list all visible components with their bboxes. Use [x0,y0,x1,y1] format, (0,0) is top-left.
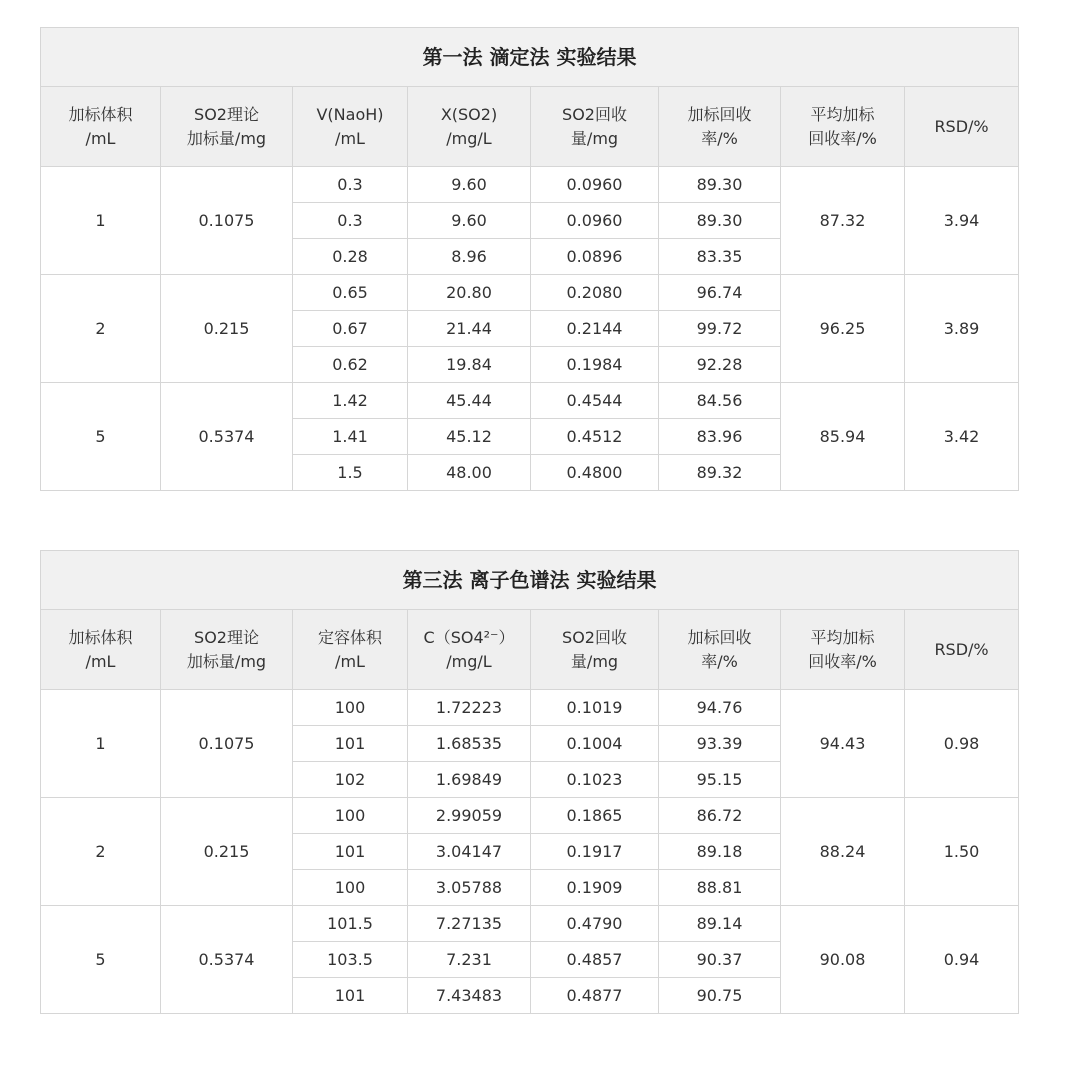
recovered-amount-cell: 0.1004 [531,726,659,762]
column-header [293,610,408,690]
column-header-line: 定容体积 [317,627,382,647]
column-header-line: RSD/% [934,639,989,659]
rsd-cell: 0.98 [905,690,1019,798]
column-header-line: 加标回收 [687,104,752,124]
column-header [781,610,905,690]
measure-cell: 100 [293,690,408,726]
column-header [161,610,293,690]
recovered-amount-cell: 0.1984 [531,347,659,383]
column-header-line: RSD/% [934,116,989,136]
recovery-rate-cell: 96.74 [659,275,781,311]
column-header [408,610,531,690]
table-row [41,383,1019,419]
concentration-cell: 1.68535 [408,726,531,762]
recovered-amount-cell: 0.4800 [531,455,659,491]
average-recovery-cell: 96.25 [781,275,905,383]
measure-cell: 0.65 [293,275,408,311]
column-header [408,87,531,167]
recovery-rate-cell: 90.75 [659,978,781,1014]
theory-amount-cell: 0.1075 [161,167,293,275]
column-header [659,87,781,167]
rsd-cell: 3.94 [905,167,1019,275]
column-header-line: SO2理论 [194,104,259,124]
spike-volume-cell: 1 [41,690,161,798]
column-header [531,610,659,690]
spike-volume-cell: 5 [41,906,161,1014]
concentration-cell: 48.00 [408,455,531,491]
column-header-line: SO2回收 [562,627,627,647]
column-header [293,87,408,167]
column-header-line: C（SO4²⁻） [423,627,515,647]
column-header-line: V(NaoH) [316,104,384,124]
column-header-line: 加标体积 [68,104,133,124]
concentration-cell: 45.44 [408,383,531,419]
recovered-amount-cell: 0.1023 [531,762,659,798]
spike-volume-cell: 5 [41,383,161,491]
table-row [41,690,1019,726]
concentration-cell: 8.96 [408,239,531,275]
column-header-line: /mL [85,128,116,148]
spike-volume-cell: 2 [41,275,161,383]
recovered-amount-cell: 0.1019 [531,690,659,726]
column-header-line: /mg/L [446,651,492,671]
theory-amount-cell: 0.215 [161,798,293,906]
measure-cell: 0.67 [293,311,408,347]
recovery-rate-cell: 95.15 [659,762,781,798]
column-header [41,87,161,167]
recovery-rate-cell: 89.30 [659,167,781,203]
concentration-cell: 1.72223 [408,690,531,726]
recovery-rate-cell: 86.72 [659,798,781,834]
measure-cell: 102 [293,762,408,798]
concentration-cell: 9.60 [408,167,531,203]
recovered-amount-cell: 0.4857 [531,942,659,978]
measure-cell: 0.28 [293,239,408,275]
rsd-cell: 3.89 [905,275,1019,383]
column-header-line: 量/mg [570,128,619,148]
recovery-rate-cell: 89.18 [659,834,781,870]
concentration-cell: 7.231 [408,942,531,978]
recovery-rate-cell: 89.32 [659,455,781,491]
recovered-amount-cell: 0.0896 [531,239,659,275]
average-recovery-cell: 90.08 [781,906,905,1014]
measure-cell: 0.3 [293,203,408,239]
concentration-cell: 21.44 [408,311,531,347]
measure-cell: 1.5 [293,455,408,491]
recovered-amount-cell: 0.1917 [531,834,659,870]
concentration-cell: 3.04147 [408,834,531,870]
table-row [41,906,1019,942]
average-recovery-cell: 87.32 [781,167,905,275]
column-header [781,87,905,167]
column-header-line: /mg/L [446,128,492,148]
column-header-line: 率/% [701,651,738,671]
measure-cell: 100 [293,870,408,906]
ion-chromatography-results-table [40,550,1019,1014]
recovery-rate-cell: 84.56 [659,383,781,419]
concentration-cell: 9.60 [408,203,531,239]
measure-cell: 101 [293,726,408,762]
column-header-line: 加标体积 [68,627,133,647]
measure-cell: 103.5 [293,942,408,978]
column-header [659,610,781,690]
theory-amount-cell: 0.5374 [161,383,293,491]
recovered-amount-cell: 0.2080 [531,275,659,311]
measure-cell: 101.5 [293,906,408,942]
table-title: 第三法 离子色谱法 实验结果 [41,551,1019,610]
table-row [41,167,1019,203]
column-header-line: 平均加标 [810,104,875,124]
measure-cell: 101 [293,978,408,1014]
table-row [41,798,1019,834]
recovery-rate-cell: 90.37 [659,942,781,978]
recovered-amount-cell: 0.4544 [531,383,659,419]
column-header [531,87,659,167]
recovered-amount-cell: 0.4790 [531,906,659,942]
concentration-cell: 7.27135 [408,906,531,942]
column-header [161,87,293,167]
concentration-cell: 7.43483 [408,978,531,1014]
table-row [41,275,1019,311]
concentration-cell: 19.84 [408,347,531,383]
theory-amount-cell: 0.1075 [161,690,293,798]
column-header-line: 率/% [701,128,738,148]
recovery-rate-cell: 92.28 [659,347,781,383]
measure-cell: 101 [293,834,408,870]
recovery-rate-cell: 89.30 [659,203,781,239]
column-header-line: /mL [335,128,365,148]
recovery-rate-cell: 94.76 [659,690,781,726]
column-header [905,87,1019,167]
column-header-line: 回收率/% [808,128,877,148]
measure-cell: 0.62 [293,347,408,383]
measure-cell: 1.41 [293,419,408,455]
recovered-amount-cell: 0.1909 [531,870,659,906]
column-header-line: 回收率/% [808,651,877,671]
concentration-cell: 20.80 [408,275,531,311]
column-header-line: X(SO2) [440,104,498,124]
column-header-line: 量/mg [570,651,619,671]
rsd-cell: 1.50 [905,798,1019,906]
recovery-rate-cell: 83.96 [659,419,781,455]
measure-cell: 100 [293,798,408,834]
column-header-line: SO2理论 [194,627,259,647]
table-title: 第一法 滴定法 实验结果 [41,28,1019,87]
theory-amount-cell: 0.215 [161,275,293,383]
recovered-amount-cell: 0.0960 [531,167,659,203]
column-header-line: 加标量/mg [186,128,267,148]
average-recovery-cell: 85.94 [781,383,905,491]
recovery-rate-cell: 83.35 [659,239,781,275]
column-header-line: /mL [335,651,365,671]
spike-volume-cell: 1 [41,167,161,275]
average-recovery-cell: 94.43 [781,690,905,798]
recovered-amount-cell: 0.4512 [531,419,659,455]
recovery-rate-cell: 99.72 [659,311,781,347]
column-header-line: 加标量/mg [186,651,267,671]
recovery-rate-cell: 89.14 [659,906,781,942]
spike-volume-cell: 2 [41,798,161,906]
measure-cell: 0.3 [293,167,408,203]
recovered-amount-cell: 0.4877 [531,978,659,1014]
titration-results-table [40,27,1019,491]
column-header-line: 加标回收 [687,627,752,647]
column-header [905,610,1019,690]
recovered-amount-cell: 0.0960 [531,203,659,239]
recovery-rate-cell: 93.39 [659,726,781,762]
recovered-amount-cell: 0.1865 [531,798,659,834]
column-header-line: SO2回收 [562,104,627,124]
theory-amount-cell: 0.5374 [161,906,293,1014]
measure-cell: 1.42 [293,383,408,419]
recovery-rate-cell: 88.81 [659,870,781,906]
column-header [41,610,161,690]
rsd-cell: 0.94 [905,906,1019,1014]
concentration-cell: 3.05788 [408,870,531,906]
rsd-cell: 3.42 [905,383,1019,491]
concentration-cell: 1.69849 [408,762,531,798]
average-recovery-cell: 88.24 [781,798,905,906]
column-header-line: 平均加标 [810,627,875,647]
recovered-amount-cell: 0.2144 [531,311,659,347]
concentration-cell: 2.99059 [408,798,531,834]
column-header-line: /mL [85,651,116,671]
concentration-cell: 45.12 [408,419,531,455]
